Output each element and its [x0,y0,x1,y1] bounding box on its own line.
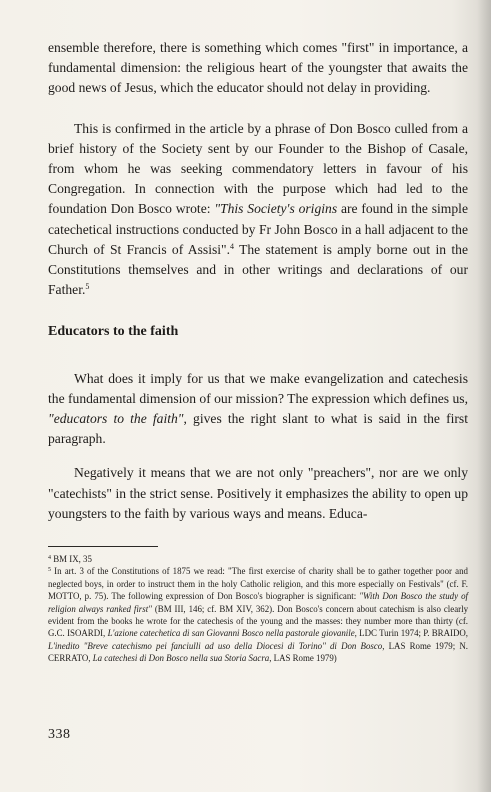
footnote-5-text-d: , LAS Rome 1979; N. CERRATO, [48,640,468,664]
paragraph-1: ensemble therefore, there is something which comes "first" in importance, a fundamental dimension: the religious heart of the youngster that awaits the good news of Jesus, which the educator should not delay in providing. [48,40,468,96]
page-edge-shadow [477,0,491,792]
page-number: 338 [48,727,71,742]
section-heading: Educators to the faith [48,324,179,340]
footnote-4 [48,553,468,565]
footnote-rule [48,546,158,547]
footnote-4-number: 4 [48,555,51,561]
footnote-5-text-c: , LDC Turin 1974; P. BRAIDO, [354,628,468,639]
paragraph-3-text: What does it imply for us that we make evangelization and catechesis the fundamental dimension of our mission? The expression which defines us, [48,370,468,406]
footnote-ref-5: 5 [85,282,90,292]
paragraph-2-text-cont: are found in the simple catechetical instructions conducted by Fr John Bosco in a hall adjacent to the Church of St Francis of Assisi". [48,201,468,257]
footnote-5-number: 5 [48,567,51,574]
footnote-5-quote: "With Don Bosco the study of religion always ranked first" [48,591,468,614]
body-text [48,38,468,524]
footnote-5-text-b: (BM III, 146; cf. BM XIV, 362). Don Bosco's concern about catechism is also clearly evident from the books he wrote for the catechesis of the young and the masses: they number more than thirty (cf. G.C. ISOARDI, [48,603,469,639]
footnote-4-text: BM IX, 35 [51,554,92,564]
footnote-5-title-2: L'inedito "Breve catechismo pei fanciulli ad uso della Diocesi di Torino" di Don Bosco [48,640,383,651]
footnote-5 [48,565,468,664]
paragraph-2-quote: "This Society's origins [214,201,338,217]
paragraph-3 [48,369,468,450]
paragraph-3-text-cont: , gives the right slant to what is said in the first paragraph. [48,411,468,447]
paragraph-2-text-end: The statement is amply borne out in the Constitutions themselves and in other writings and declarations of our Father. [48,241,468,298]
footnote-ref-4: 4 [230,241,234,251]
footnote-5-text: In art. 3 of the Constitutions of 1875 we read: "The first exercise of charity shall be to gather together poor and neglected boys, in order to instruct them in the holy Catholic religion, and this more especially on Festivals" (cf. F. MOTTO, p. 75). The following expression of Don Bosco's biographer is significant: [48,566,468,602]
footnote-5-title-1: L'azione catechetica di san Giovanni Bosco nella pastorale giovanile [107,628,355,639]
paragraph-2 [48,119,468,301]
footnotes [48,553,468,665]
paragraph-4: Negatively it means that we are not only "preachers", nor are we only "catechists" in the strict sense. Positively it emphasizes the ability to open up youngsters to the faith by various ways and means. Educa- [48,465,468,521]
footnote-5-title-3: La catechesi di Don Bosco nella sua Storia Sacra [92,653,270,664]
paragraph-2-text: This is confirmed in the article by a phrase of Don Bosco culled from a brief history of the Society sent by our Founder to the Bishop of Casale, from whom he was seeking commendatory letters in favour of his Congregation. In connection with the purpose which had led to the foundation Don Bosco wrote: [48,120,468,217]
paragraph-3-quote: "educators to the faith" [48,411,184,427]
footnote-5-text-e: , LAS Rome 1979) [269,653,337,664]
